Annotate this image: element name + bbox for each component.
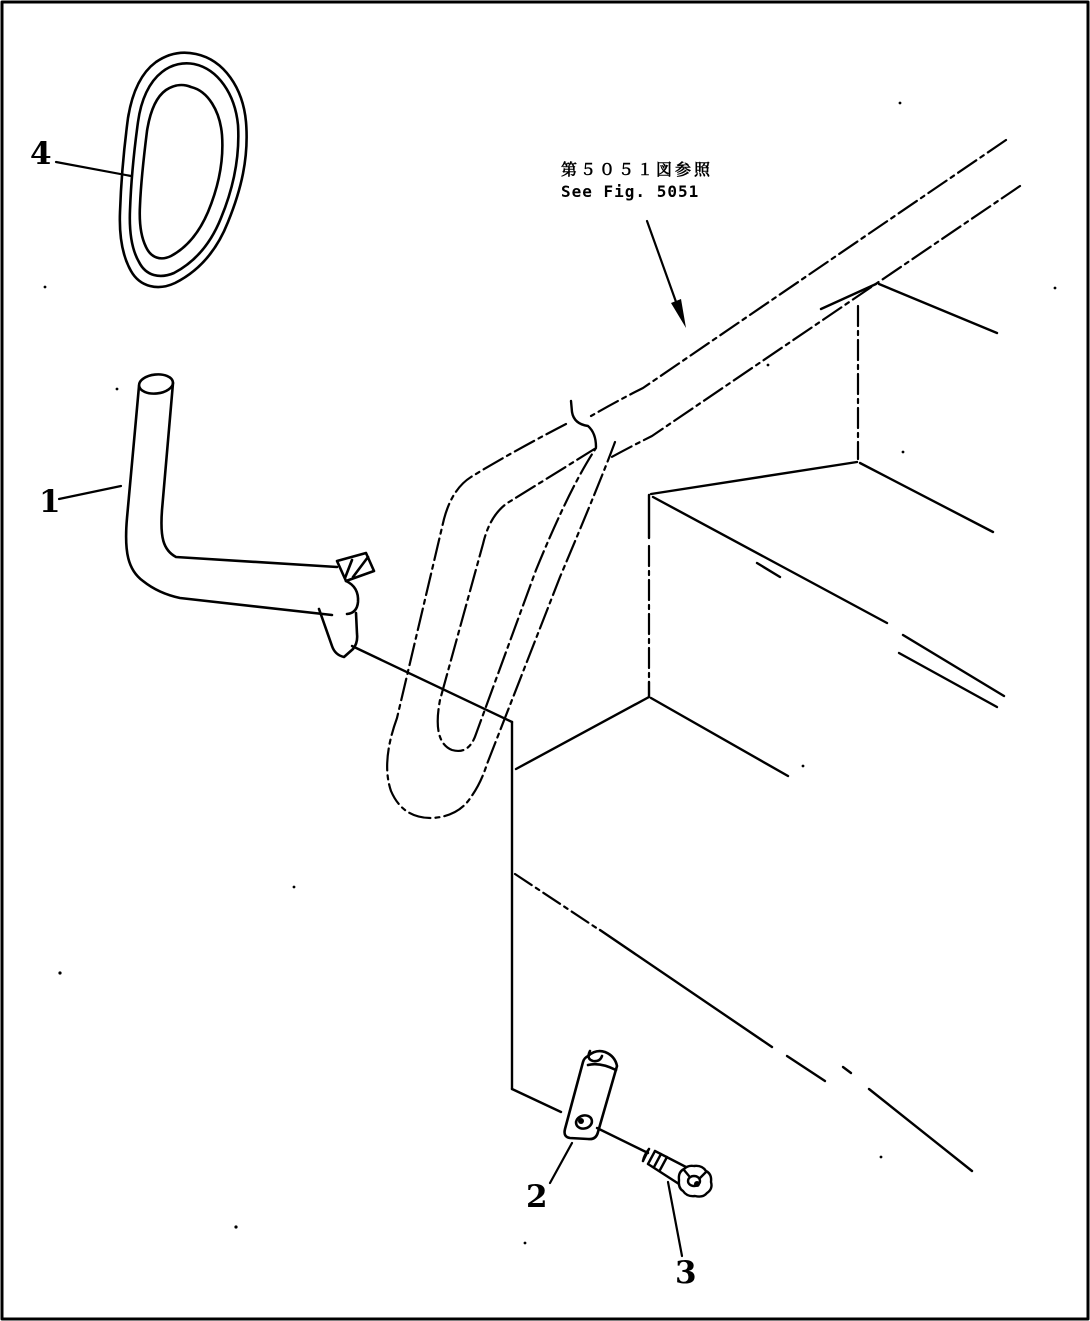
see-fig-note-english: See Fig. 5051	[561, 181, 700, 201]
callout-leader-lines	[56, 162, 686, 1256]
lever-mount-boss	[571, 401, 596, 447]
see-fig-arrowhead	[671, 299, 686, 328]
leader-line-2	[550, 1143, 572, 1183]
callout-label-1: 1	[39, 484, 61, 520]
callout-label-4: 4	[30, 136, 52, 172]
part-3-bolt-drawing	[643, 1149, 712, 1197]
leader-line-3	[668, 1182, 682, 1256]
see-fig-note-japanese: 第５０５１図参照	[561, 160, 714, 179]
page-border	[2, 2, 1088, 1319]
machine-body-front-panel-drawing	[352, 646, 972, 1171]
part-2-clamp-drawing	[565, 1051, 617, 1139]
part-1-lever-drawing	[126, 373, 374, 657]
callout-label-3: 3	[675, 1255, 697, 1291]
part-4-grip-drawing	[120, 53, 247, 287]
see-fig-arrow-line	[647, 221, 680, 313]
lever-installed-phantom-drawing	[387, 424, 615, 818]
print-specks	[44, 102, 1057, 1245]
callout-label-2: 2	[526, 1179, 548, 1215]
see-fig-note	[561, 159, 713, 202]
leader-line-4	[56, 162, 131, 176]
machine-body-side-wall-drawing	[516, 284, 1004, 776]
leader-line-1	[59, 486, 121, 499]
